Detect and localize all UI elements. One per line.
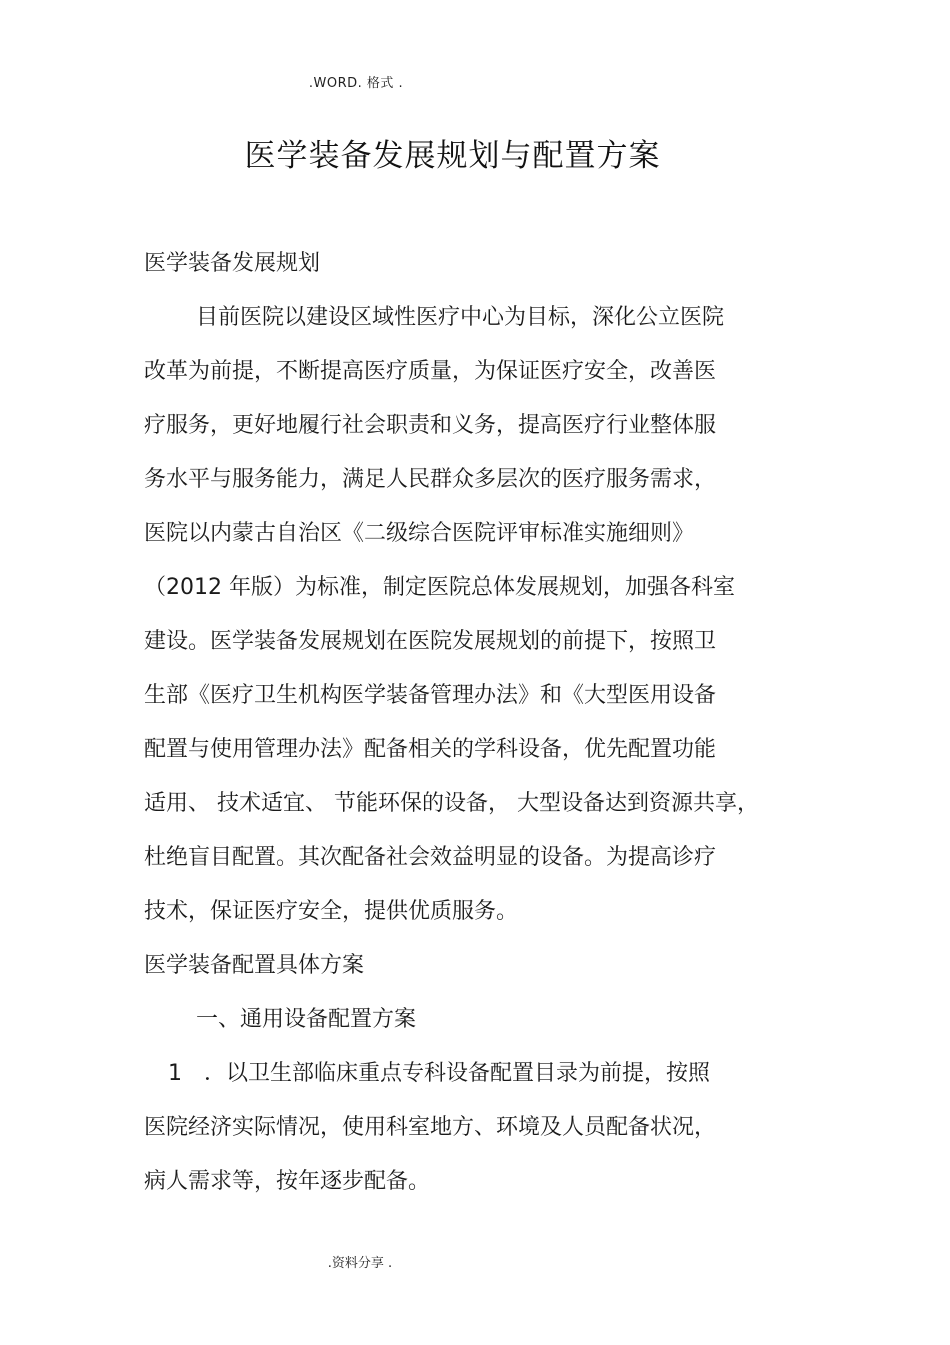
text-line: 改革为前提，不断提高医疗质量，为保证医疗安全，改善医 (144, 359, 717, 384)
document-body (144, 246, 824, 1218)
document-title: 医学装备发展规划与配置方案 (244, 138, 661, 174)
page-footer: .资料分享 . (327, 1256, 393, 1271)
text-line: 目前医院以建设区域性医疗中心为目标，深化公立医院 (196, 305, 725, 330)
text-line: 医院经济实际情况，使用科室地方、环境及人员配备状况， (144, 1115, 717, 1140)
text-line: 1 ．以卫生部临床重点专科设备配置目录为前提，按照 (168, 1061, 710, 1086)
text-line: 医学装备发展规划 (144, 251, 321, 276)
text-line: 疗服务，更好地履行社会职责和义务，提高医疗行业整体服 (144, 413, 717, 438)
text-line: （2012 年版）为标准，制定医院总体发展规划，加强各科室 (144, 575, 735, 600)
text-line: 杜绝盲目配置。其次配备社会效益明显的设备。为提高诊疗 (144, 845, 717, 870)
text-line: 医学装备配置具体方案 (144, 953, 365, 978)
text-line: 一、通用设备配置方案 (196, 1007, 417, 1032)
text-line: 技术，保证医疗安全，提供优质服务。 (144, 899, 519, 924)
text-line: 务水平与服务能力，满足人民群众多层次的医疗服务需求， (144, 467, 717, 492)
text-line: 医院以内蒙古自治区《二级综合医院评审标准实施细则》 (144, 521, 695, 546)
text-line: 适用、 技术适宜、 节能环保的设备， 大型设备达到资源共享， (144, 791, 759, 816)
text-line: 病人需求等，按年逐步配备。 (144, 1169, 431, 1194)
text-line: 生部《医疗卫生机构医学装备管理办法》和《大型医用设备 (144, 683, 717, 708)
page-header: .WORD. 格式 . (308, 76, 404, 91)
text-line: 建设。医学装备发展规划在医院发展规划的前提下，按照卫 (144, 629, 717, 654)
text-line: 配置与使用管理办法》配备相关的学科设备，优先配置功能 (144, 737, 717, 762)
